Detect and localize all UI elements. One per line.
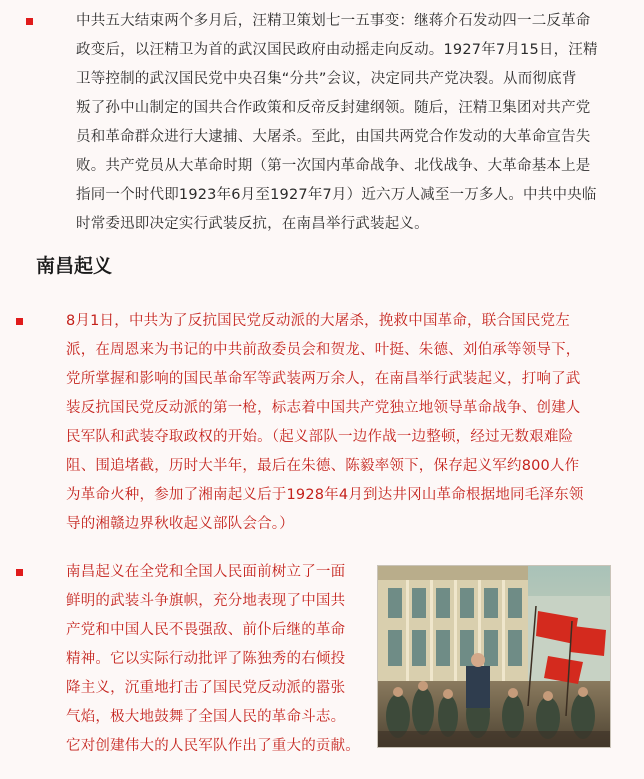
text-line: 为革命火种，参加了湘南起义后于1928年4月到达井冈山革命根据地同毛泽东领 (66, 487, 584, 503)
text-line: 它对创建伟大的人民军队作出了重大的贡献。 (66, 738, 360, 754)
text-line: 鲜明的武装斗争旗帜，充分地表现了中国共 (66, 593, 346, 609)
nanchang-uprising-painting (377, 565, 611, 748)
text-line: 员和革命群众进行大逮捕、大屠杀。至此，由国共两党合作发动的大革命宣告失 (76, 129, 591, 145)
text-line: 南昌起义在全党和全国人民面前树立了一面 (66, 564, 346, 580)
text-line: 阻、围追堵截，历时大半年，最后在朱德、陈毅率领下，保存起义军约800人作 (66, 458, 580, 474)
bullet-1 (26, 18, 33, 25)
text-line: 产党和中国人民不畏强敌、前仆后继的革命 (66, 622, 346, 638)
paragraph-nanchang-uprising (66, 307, 584, 539)
text-line: 装反抗国民党反动派的第一枪，标志着中国共产党独立地领导革命战争、创建人 (66, 400, 581, 416)
paragraph-significance (66, 558, 360, 761)
paragraph-background (76, 7, 598, 239)
text-line: 叛了孙中山制定的国共合作政策和反帝反封建纲领。随后，汪精卫集团对共产党 (76, 100, 591, 116)
text-line: 精神。它以实际行动批评了陈独秀的右倾投 (66, 651, 346, 667)
text-line: 派，在周恩来为书记的中共前敌委员会和贺龙、叶挺、朱德、刘伯承等领导下， (66, 342, 581, 358)
text-line: 党所掌握和影响的国民革命军等武装两万余人，在南昌举行武装起义，打响了武 (66, 371, 581, 387)
text-line: 中共五大结束两个多月后，汪精卫策划七一五事变：继蒋介石发动四一二反革命 (76, 13, 591, 29)
text-line: 卫等控制的武汉国民党中央召集“分共”会议，决定同共产党决裂。从而彻底背 (76, 71, 577, 87)
text-line: 气焰，极大地鼓舞了全国人民的革命斗志。 (66, 709, 346, 725)
text-line: 时常委迅即决定实行武装反抗，在南昌举行武装起义。 (76, 216, 429, 232)
text-line: 指同一个时代即1923年6月至1927年7月）近六万人减至一万多人。中共中央临 (76, 187, 597, 203)
bullet-3 (16, 569, 23, 576)
section-heading: 南昌起义 (36, 255, 113, 277)
text-line: 政变后，以汪精卫为首的武汉国民政府由动摇走向反动。1927年7月15日，汪精 (76, 42, 598, 58)
text-line: 导的湘赣边界秋收起义部队会合。） (66, 516, 294, 532)
text-line: 降主义，沉重地打击了国民党反动派的嚣张 (66, 680, 346, 696)
text-line: 民军队和武装夺取政权的开始。（起义部队一边作战一边整顿，经过无数艰难险 (66, 429, 574, 445)
text-line: 败。共产党员从大革命时期（第一次国内革命战争、北伐战争、大革命基本上是 (76, 158, 591, 174)
bullet-2 (16, 318, 23, 325)
text-line: 8月1日，中共为了反抗国民党反动派的大屠杀，挽救中国革命，联合国民党左 (66, 313, 570, 329)
